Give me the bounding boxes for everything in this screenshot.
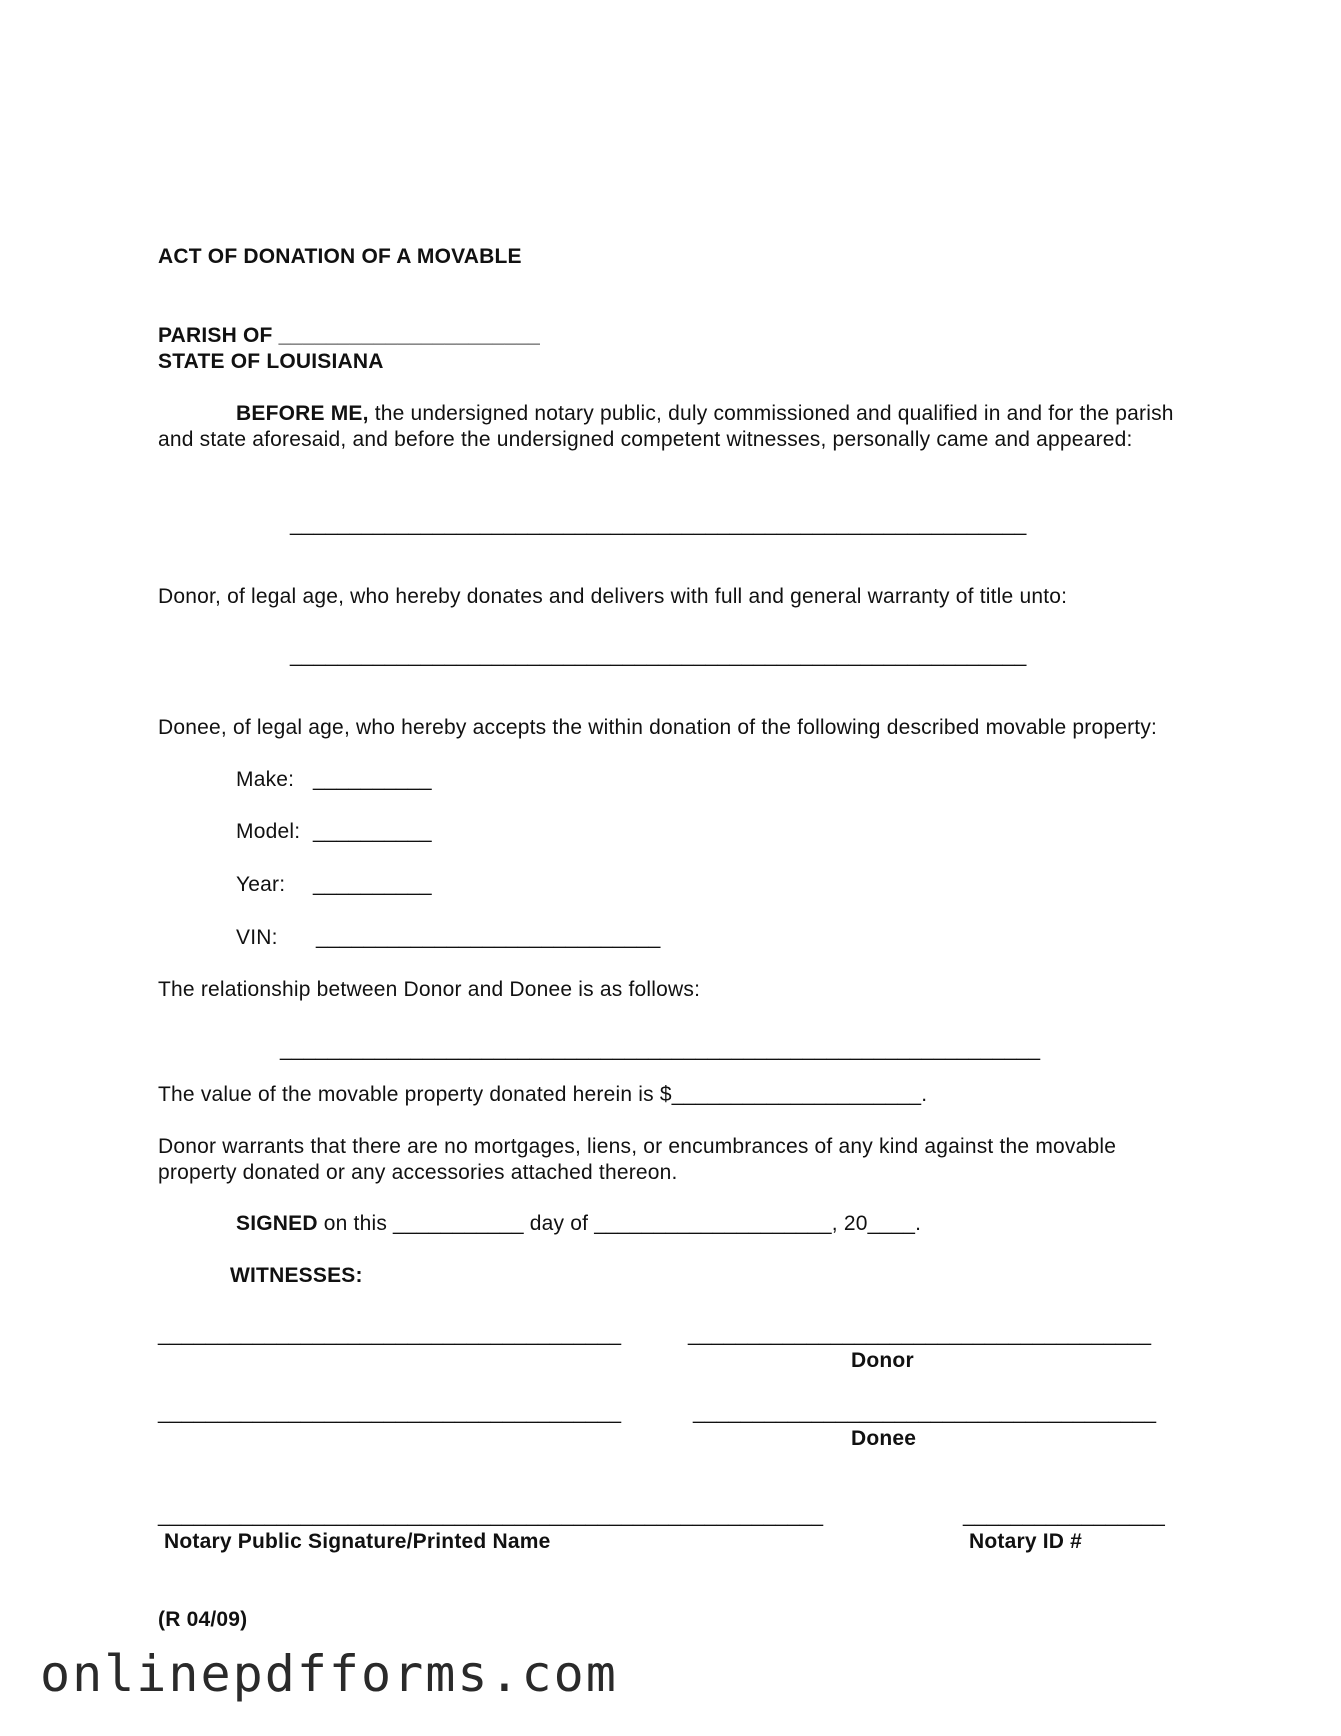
revision-code: (R 04/09)	[158, 1608, 248, 1631]
notary-id-label: Notary ID #	[969, 1530, 1083, 1553]
relationship-statement: The relationship between Donor and Donee is as follows:	[158, 978, 701, 1001]
witness-2-signature-field[interactable]: _______________________________________	[158, 1401, 622, 1424]
donee-signature-label: Donee	[851, 1427, 917, 1450]
value-statement[interactable]: The value of the movable property donated herein is $_____________________.	[158, 1083, 928, 1106]
witness-1-signature-field[interactable]: _______________________________________	[158, 1323, 622, 1346]
model-label: Model:	[236, 820, 301, 843]
vin-field[interactable]: _____________________________	[316, 926, 661, 949]
make-label: Make:	[236, 768, 295, 791]
document-title: ACT OF DONATION OF A MOVABLE	[158, 245, 522, 268]
warranty-statement: Donor warrants that there are no mortgages, liens, or encumbrances of any kind against the movable property donated or any accessories attached thereon.	[158, 1135, 1117, 1184]
signed-lead: SIGNED	[236, 1212, 318, 1235]
intro-text: the undersigned notary public, duly commissioned and qualified in and for the parish and state aforesaid, and before the undersigned competent witnesses, personally came and appeared:	[158, 402, 1174, 451]
intro-paragraph	[158, 401, 1188, 453]
donee-signature-field[interactable]: _______________________________________	[693, 1401, 1157, 1424]
notary-id-field[interactable]: _________________	[963, 1504, 1165, 1527]
donee-name-field[interactable]: ______________________________________________________________	[290, 644, 1027, 667]
year-field[interactable]: __________	[313, 873, 432, 896]
notary-signature-field[interactable]: ________________________________________________________	[158, 1504, 824, 1527]
parish-field[interactable]: PARISH OF ______________________	[158, 324, 540, 347]
year-label: Year:	[236, 873, 286, 896]
model-field[interactable]: __________	[313, 820, 432, 843]
donor-name-field[interactable]: ______________________________________________________________	[290, 513, 1027, 536]
donor-signature-label: Donor	[851, 1349, 914, 1372]
donee-statement: Donee, of legal age, who hereby accepts the within donation of the following described movable property:	[158, 716, 1158, 739]
donor-signature-field[interactable]: _______________________________________	[688, 1323, 1152, 1346]
signed-date-line[interactable]	[236, 1211, 921, 1237]
notary-signature-label: Notary Public Signature/Printed Name	[164, 1530, 551, 1553]
witnesses-label: WITNESSES:	[230, 1264, 363, 1287]
relationship-field[interactable]: ________________________________________________________________	[280, 1038, 1041, 1061]
state-label: STATE OF LOUISIANA	[158, 350, 384, 373]
watermark: onlinepdfforms.com	[40, 1645, 618, 1703]
intro-lead: BEFORE ME,	[236, 402, 369, 425]
donor-statement: Donor, of legal age, who hereby donates and delivers with full and general warranty of title unto:	[158, 585, 1068, 608]
vin-label: VIN:	[236, 926, 278, 949]
make-field[interactable]: __________	[313, 768, 432, 791]
signed-text[interactable]: on this ___________ day of ____________________, 20____.	[317, 1212, 922, 1235]
